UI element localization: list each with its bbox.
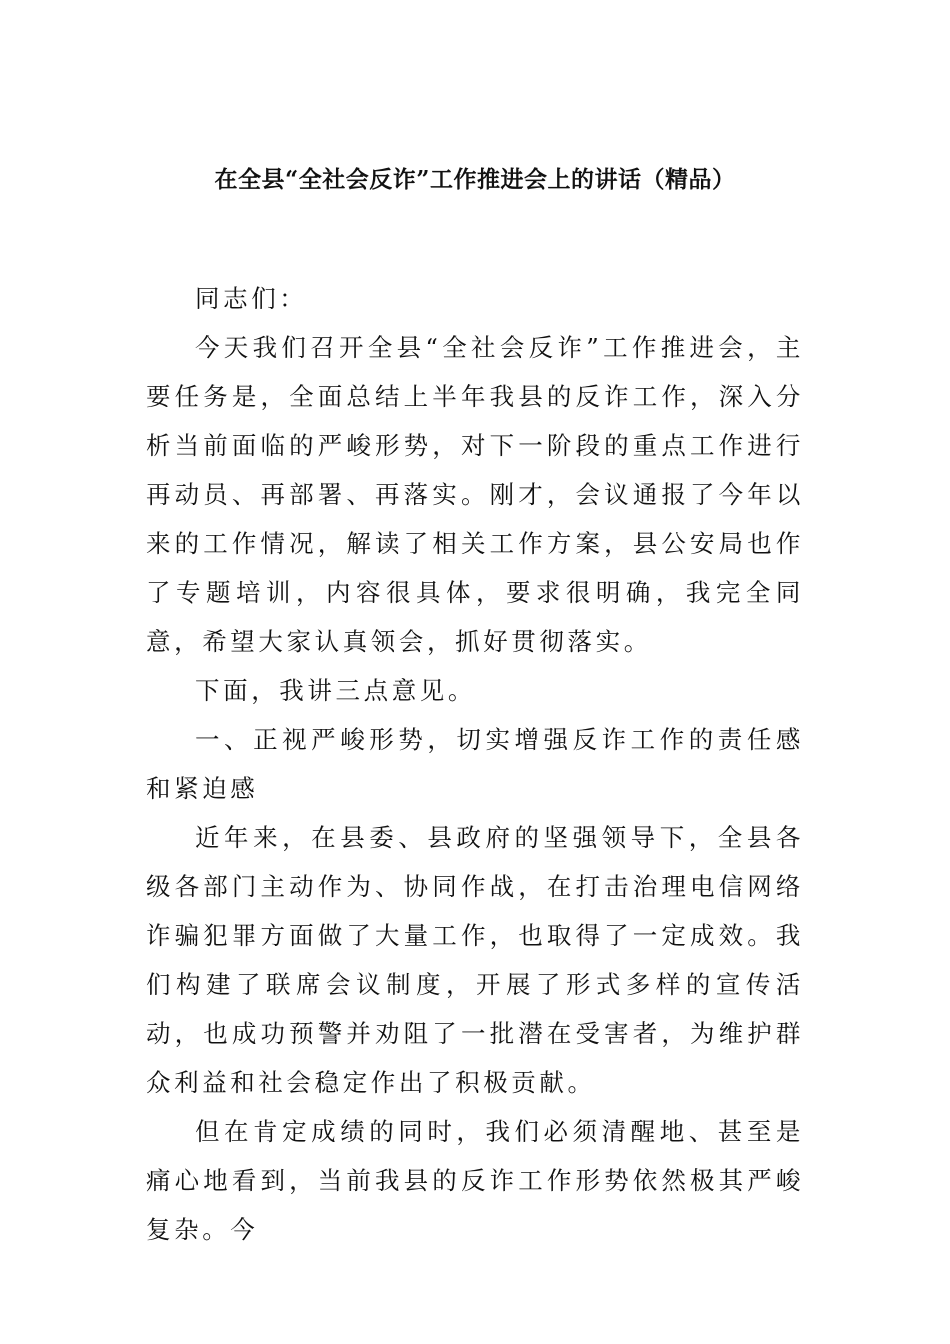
document-body: [146, 274, 804, 1254]
paragraph-achievements: 近年来，在县委、县政府的坚强领导下，全县各级各部门主动作为、协同作战，在打击治理电信网络诈骗犯罪方面做了大量工作，也取得了一定成效。我们构建了联席会议制度，开展了形式多样的宣传活动，也成功预警并劝阻了一批潜在受害者，为维护群众利益和社会稳定作出了积极贡献。: [146, 823, 804, 1097]
document-title: 在全县“全社会反诈”工作推进会上的讲话（精品）: [214, 166, 736, 193]
paragraph-intro-points: 下面，我讲三点意见。: [195, 676, 476, 705]
paragraph-opening: 今天我们召开全县“全社会反诈”工作推进会，主要任务是，全面总结上半年我县的反诈工作，深入分析当前面临的严峻形势，对下一阶段的重点工作进行再动员、再部署、再落实。刚才，会议通报了今年以来的工作情况，解读了相关工作方案，县公安局也作了专题培训，内容很具体，要求很明确，我完全同意，希望大家认真领会，抓好贯彻落实。: [146, 333, 804, 656]
salutation: 同志们：: [195, 284, 308, 313]
paragraph-situation: 但在肯定成绩的同时，我们必须清醒地、甚至是痛心地看到，当前我县的反诈工作形势依然极其严峻复杂。今: [146, 1117, 804, 1244]
section-heading-1: 一、正视严峻形势，切实增强反诈工作的责任感和紧迫感: [146, 725, 804, 803]
